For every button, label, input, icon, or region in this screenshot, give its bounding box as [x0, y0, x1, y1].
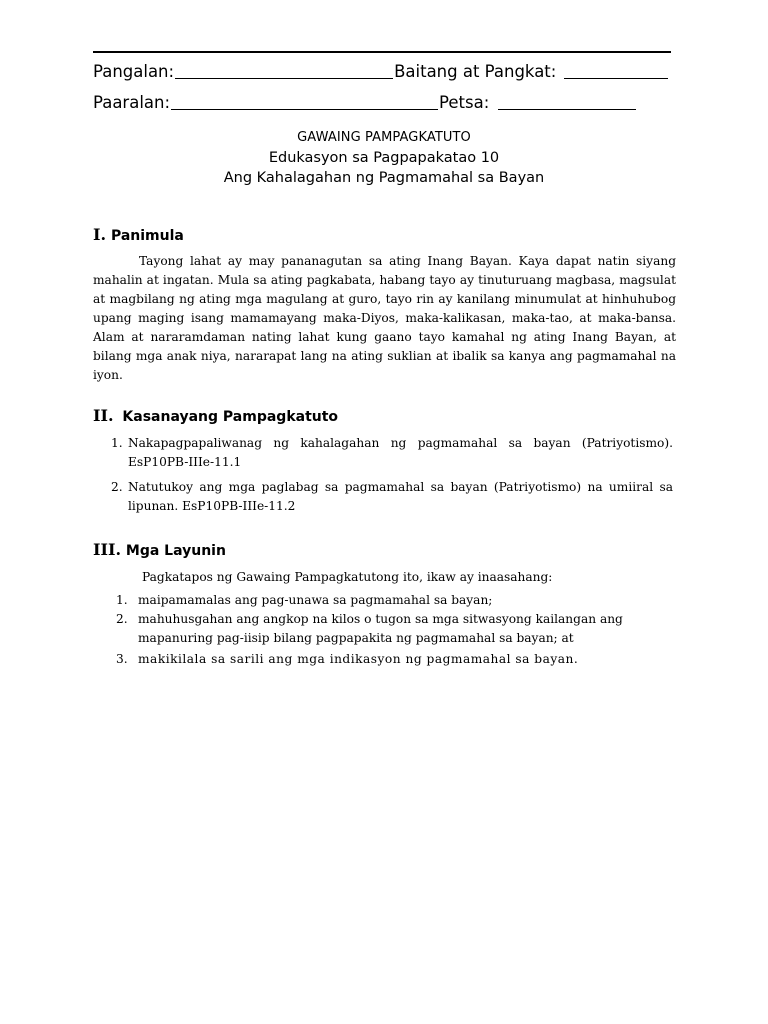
- section-competencies-numeral: II.: [93, 406, 114, 425]
- list-item: [93, 591, 683, 610]
- section-objectives-title: Mga Layunin: [125, 543, 226, 559]
- section-competencies-heading: [93, 406, 338, 425]
- name-grade-row: [93, 62, 683, 81]
- section-intro-heading: [93, 225, 184, 244]
- list-item-text: mahuhusgahan ang angkop na kilos o tugon sa mga sitwasyong kailangan ang mapanuring pag-iisip bilang pagpapakita ng pagmamahal sa bayan; at: [138, 612, 623, 645]
- worksheet-heading: [93, 128, 675, 188]
- list-item: [93, 650, 683, 669]
- list-item-text: maipamamalas ang pag-unawa sa pagmamahal sa bayan;: [138, 593, 493, 607]
- section-competencies-title: Kasanayang Pampagkatuto: [122, 409, 339, 425]
- date-blank[interactable]: [498, 94, 636, 110]
- school-blank[interactable]: [171, 94, 438, 110]
- objectives-lead: Pagkatapos ng Gawaing Pampagkatutong ito, ikaw ay inaasahang:: [142, 570, 553, 584]
- list-item-number: 2.: [111, 480, 123, 494]
- list-item: [93, 610, 683, 648]
- competencies-list: [93, 434, 673, 516]
- name-blank[interactable]: [175, 63, 393, 79]
- list-item-number: 3.: [116, 652, 128, 666]
- list-item: [93, 434, 673, 472]
- school-label: Paaralan:: [93, 93, 171, 112]
- objectives-list: [93, 591, 683, 669]
- section-intro-title: Panimula: [110, 228, 184, 244]
- list-item-number: 2.: [116, 612, 128, 626]
- list-item-number: 1.: [111, 436, 123, 450]
- subject-title: Edukasyon sa Pagpapakatao 10: [268, 150, 500, 166]
- section-objectives-heading: [93, 540, 226, 559]
- list-item-text: Natutukoy ang mga paglabag sa pagmamahal sa bayan (Patriyotismo) na umiiral sa lipunan. EsP10PB-IIIe-11.2: [128, 480, 673, 513]
- activity-title: GAWAING PAMPAGKATUTO: [297, 130, 471, 145]
- section-intro-numeral: I.: [93, 225, 107, 244]
- list-item-number: 1.: [116, 593, 128, 607]
- grade-section-label: Baitang at Pangkat:: [394, 62, 557, 81]
- list-item-text: makikilala sa sarili ang mga indikasyon ng pagmamahal sa bayan.: [138, 652, 579, 666]
- date-label: Petsa:: [439, 93, 490, 112]
- school-date-row: [93, 93, 683, 112]
- intro-paragraph: Tayong lahat ay may pananagutan sa ating Inang Bayan. Kaya dapat natin siyang mahalin at ingatan. Mula sa ating pagkabata, habang tayo ay tinuturuang magbasa, magsulat at magbilang ng ating mga magulang at guro, tayo rin ay kanilang minumulat at hinhuhubog upang maging isang mamamayang maka-Diyos, maka-kalikasan, maka-tao, at maka-bansa. Alam at nararamdaman nating lahat kung gaano tayo kamahal ng ating Inang Bayan, at bilang mga anak niya, nararapat lang na ating suklian at ibalik sa kanya ang pagmamahal na iyon.: [93, 254, 676, 382]
- name-label: Pangalan:: [93, 62, 175, 81]
- list-item: [93, 478, 673, 516]
- list-item-text: Nakapagpapaliwanag ng kahalagahan ng pagmamahal sa bayan (Patriyotismo). EsP10PB-IIIe-11.1: [128, 436, 673, 469]
- grade-section-blank[interactable]: [564, 63, 668, 79]
- top-rule: [93, 51, 671, 53]
- topic-title: Ang Kahalagahan ng Pagmamahal sa Bayan: [223, 170, 545, 186]
- section-objectives-numeral: III.: [93, 540, 122, 559]
